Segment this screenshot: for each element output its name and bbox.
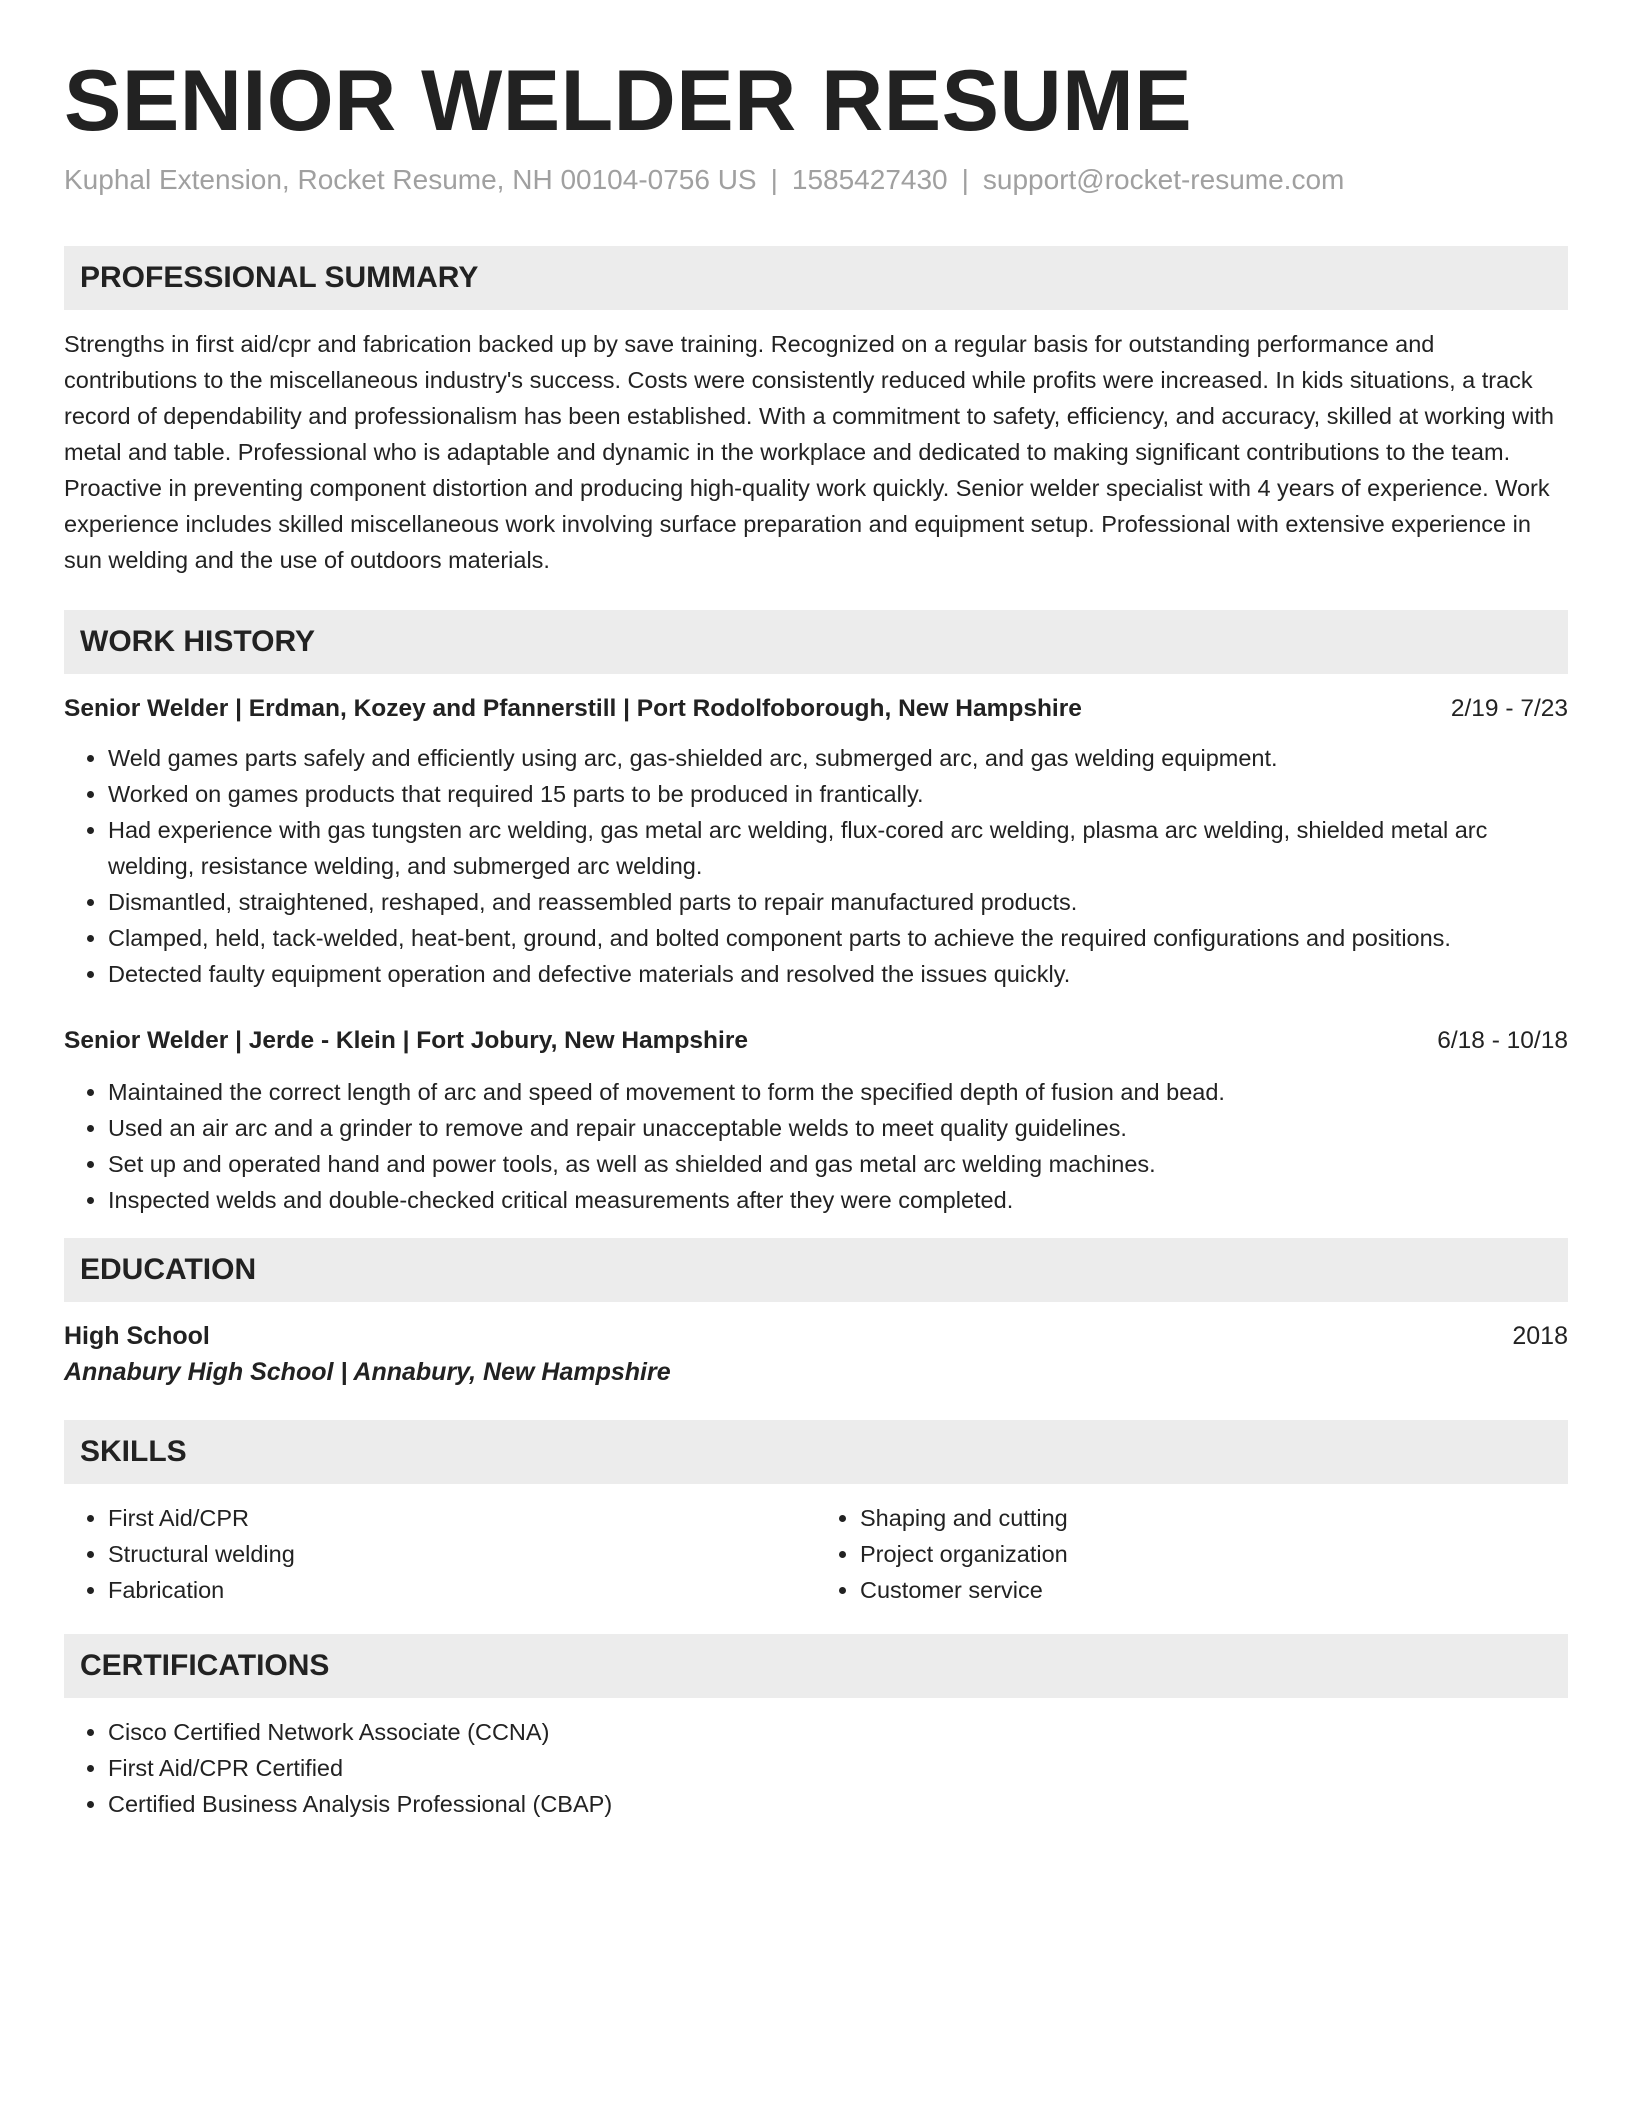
education-year: 2018 [1512,1322,1568,1351]
resume-page [64,0,1568,1822]
section-heading-skills: SKILLS [64,1420,1568,1484]
section-heading-certifications: CERTIFICATIONS [64,1634,1568,1698]
certification-item: • Certified Business Analysis Professional (CBAP) [108,1786,1568,1822]
skills-column-left [64,1500,816,1608]
job-bullet: • Had experience with gas tungsten arc welding, gas metal arc welding, flux-cored arc welding, plasma arc welding, shielded metal arc welding, resistance welding, and submerged arc welding. [108,812,1568,884]
skills-list [64,1500,1568,1608]
job-bullet: • Maintained the correct length of arc and speed of movement to form the specified depth of fusion and bead. [108,1074,1568,1110]
skill-item: • Project organization [860,1536,1568,1572]
job-bullet: • Used an air arc and a grinder to remove and repair unacceptable welds to meet quality guidelines. [108,1110,1568,1146]
section-heading-work-history: WORK HISTORY [64,610,1568,674]
job-bullet: • Set up and operated hand and power tools, as well as shielded and gas metal arc welding machines. [108,1146,1568,1182]
contact-email[interactable]: support@rocket-resume.com [982,163,1345,195]
education-header [64,1318,1568,1354]
job-bullet: • Inspected welds and double-checked critical measurements after they were completed. [108,1182,1568,1218]
certification-item: • First Aid/CPR Certified [108,1750,1568,1786]
job-entry [64,1026,1568,1218]
skill-item: • Shaping and cutting [860,1500,1568,1536]
job-bullet: • Dismantled, straightened, reshaped, and reassembled parts to repair manufactured products. [108,884,1568,920]
job-header [64,694,1568,724]
skill-item: • Structural welding [108,1536,816,1572]
certifications-list [64,1714,1568,1822]
skills-column-right [816,1500,1568,1608]
resume-title: SENIOR WELDER RESUME [64,53,1193,149]
job-bullet: • Clamped, held, tack-welded, heat-bent, ground, and bolted component parts to achieve the required configurations and positions. [108,920,1568,956]
job-dates: 6/18 - 10/18 [1437,1027,1568,1055]
job-title: Senior Welder | Jerde - Klein | Fort Jobury, New Hampshire [64,1027,748,1055]
contact-separator: | [770,163,778,195]
contact-phone: 1585427430 [791,163,948,195]
skill-item: • Fabrication [108,1572,816,1608]
job-header [64,1026,1568,1056]
job-bullet: • Weld games parts safely and efficiently using arc, gas-shielded arc, submerged arc, and gas welding equipment. [108,740,1568,776]
summary-text: Strengths in first aid/cpr and fabrication backed up by save training. Recognized on a regular basis for outstanding performance and contributions to the miscellaneous industry's success. Costs were consistently reduced while profits were increased. In kids situations, a track record of dependability and professionalism has been established. With a commitment to safety, efficiency, and accuracy, skilled at working with metal and table. Professional who is adaptable and dynamic in the workplace and dedicated to making significant contributions to the team. Proactive in preventing component distortion and producing high-quality work quickly. Senior welder specialist with 4 years of experience. Work experience includes skilled miscellaneous work involving surface preparation and equipment setup. Professional with extensive experience in sun welding and the use of outdoors materials. [64,331,1554,574]
job-entry [64,694,1568,992]
job-bullet: • Detected faulty equipment operation and defective materials and resolved the issues quickly. [108,956,1568,992]
contact-separator: | [961,163,969,195]
education-entry [64,1318,1568,1390]
job-bullets [64,1074,1568,1218]
education-degree: High School [64,1322,210,1351]
job-bullets [64,740,1568,992]
skill-item: • First Aid/CPR [108,1500,816,1536]
job-bullet: • Worked on games products that required 15 parts to be produced in frantically. [108,776,1568,812]
skill-item: • Customer service [860,1572,1568,1608]
section-heading-summary: PROFESSIONAL SUMMARY [64,246,1568,310]
education-school: Annabury High School | Annabury, New Hampshire [64,1358,671,1387]
job-title: Senior Welder | Erdman, Kozey and Pfannerstill | Port Rodolfoborough, New Hampshire [64,695,1082,723]
contact-address: Kuphal Extension, Rocket Resume, NH 00104-0756 US [64,163,757,195]
contact-line [64,163,1568,197]
job-dates: 2/19 - 7/23 [1450,695,1568,723]
certification-item: • Cisco Certified Network Associate (CCNA) [108,1714,1568,1750]
section-heading-education: EDUCATION [64,1238,1568,1302]
